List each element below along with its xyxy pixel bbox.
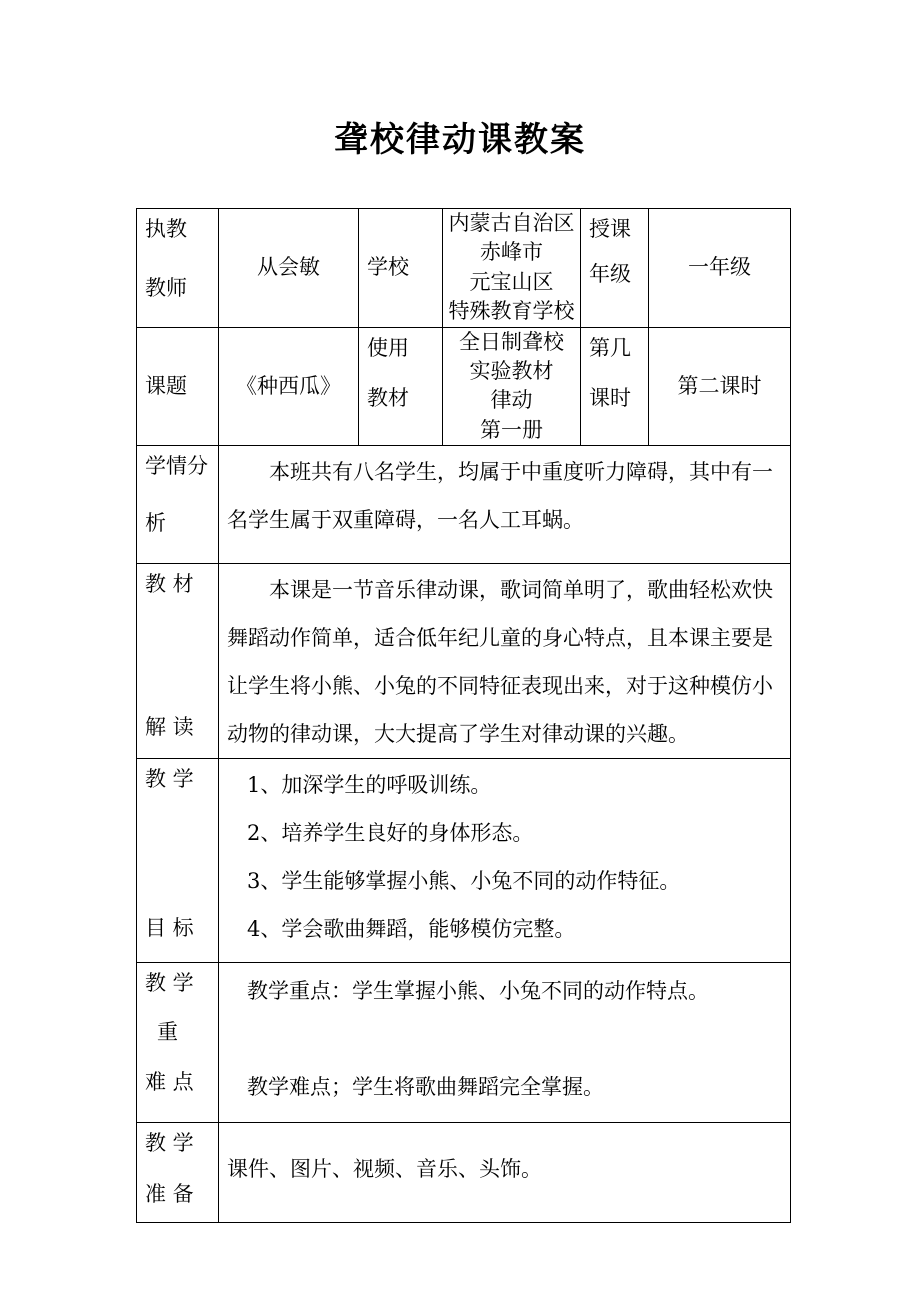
row-key-points xyxy=(137,963,791,1123)
topic-value-cell xyxy=(219,327,359,446)
teacher-label-line-1: 执教 xyxy=(145,217,187,241)
reading-label-line-1: 教 材 xyxy=(145,572,194,597)
key-point-difficulty: 教学难点；学生将歌曲舞蹈完全掌握。 xyxy=(247,1075,604,1100)
analysis-label-line-2: 析 xyxy=(145,510,166,535)
goal-item-2: 2、培养学生良好的身体形态。 xyxy=(247,821,534,846)
lesson-label-line-2: 课时 xyxy=(589,386,631,411)
goals-label-cell xyxy=(137,759,219,963)
school-line-4: 特殊教育学校 xyxy=(448,299,575,324)
goal-item-4: 4、学会歌曲舞蹈，能够模仿完整。 xyxy=(247,917,576,942)
material-line-1: 全日制聋校 xyxy=(459,329,564,354)
school-label: 学校 xyxy=(367,255,409,280)
school-label-cell xyxy=(359,209,443,328)
goals-label-line-1: 教 学 xyxy=(145,767,194,792)
material-label-line-1: 使用 xyxy=(367,335,409,360)
row-preparation xyxy=(137,1123,791,1223)
teacher-name: 从会敏 xyxy=(257,255,320,280)
lesson-plan-table xyxy=(136,208,791,1223)
preparation-text: 课件、图片、视频、音乐、头饰。 xyxy=(227,1156,542,1181)
school-value-cell xyxy=(443,209,581,328)
topic-label: 课题 xyxy=(145,373,187,398)
material-label-cell xyxy=(359,327,443,446)
teacher-label-line-2: 教师 xyxy=(145,275,187,300)
material-line-4: 第一册 xyxy=(480,417,543,442)
grade-label-line-2: 年级 xyxy=(589,261,631,286)
row-teacher xyxy=(137,209,791,328)
goals-list-cell xyxy=(219,759,791,963)
row-topic xyxy=(137,327,791,446)
material-line-3: 律动 xyxy=(490,388,533,413)
preparation-label-cell xyxy=(137,1123,219,1223)
topic-value: 《种西瓜》 xyxy=(236,373,341,398)
key-points-label-line-2: 重 xyxy=(157,1020,178,1045)
teacher-label-cell xyxy=(137,209,219,328)
grade-label-line-1: 授课 xyxy=(589,217,631,241)
key-points-text-cell xyxy=(219,963,791,1123)
preparation-label-line-2: 准 备 xyxy=(145,1181,194,1206)
key-points-label-line-3: 难 点 xyxy=(145,1069,194,1094)
analysis-label-line-1: 学情分 xyxy=(145,454,208,479)
material-line-2: 实验教材 xyxy=(469,358,554,383)
lesson-value: 第二课时 xyxy=(677,373,762,398)
goal-item-1: 1、加深学生的呼吸训练。 xyxy=(247,773,492,798)
row-analysis xyxy=(137,446,791,564)
material-value-cell xyxy=(443,327,581,446)
preparation-label-line-1: 教 学 xyxy=(145,1131,194,1156)
key-point-focus: 教学重点：学生掌握小熊、小兔不同的动作特点。 xyxy=(247,979,709,1004)
preparation-text-cell xyxy=(219,1123,791,1223)
row-goals xyxy=(137,759,791,963)
school-line-2: 赤峰市 xyxy=(480,240,543,265)
analysis-text-cell xyxy=(219,446,791,564)
grade-label-cell xyxy=(581,209,649,328)
goals-label-line-2: 目 标 xyxy=(145,915,194,940)
row-reading xyxy=(137,564,791,759)
grade-value-cell xyxy=(649,209,791,328)
key-points-label-line-1: 教 学 xyxy=(145,971,194,996)
grade-value: 一年级 xyxy=(688,255,751,280)
school-line-3: 元宝山区 xyxy=(469,269,554,294)
analysis-text: 本班共有八名学生，均属于中重度听力障碍，其中有一名学生属于双重障碍，一名人工耳蜗。 xyxy=(227,460,773,533)
lesson-value-cell xyxy=(649,327,791,446)
analysis-label-cell xyxy=(137,446,219,564)
lesson-label-cell xyxy=(581,327,649,446)
school-line-1: 内蒙古自治区 xyxy=(448,211,575,235)
material-label-line-2: 教材 xyxy=(367,386,409,411)
goal-item-3: 3、学生能够掌握小熊、小兔不同的动作特征。 xyxy=(247,869,681,894)
teacher-name-cell xyxy=(219,209,359,328)
reading-label-cell xyxy=(137,564,219,759)
key-points-label-cell xyxy=(137,963,219,1123)
reading-text: 本课是一节音乐律动课，歌词简单明了，歌曲轻松欢快舞蹈动作简单，适合低年纪儿童的身心特点，且本课主要是让学生将小熊、小兔的不同特征表现出来，对于这种模仿小动物的律动课，大大提高了学生对律动课的兴趣。 xyxy=(227,578,773,747)
reading-text-cell xyxy=(219,564,791,759)
document-title: 聋校律动课教案 xyxy=(334,120,586,160)
topic-label-cell xyxy=(137,327,219,446)
lesson-label-line-1: 第几 xyxy=(589,335,631,360)
reading-label-line-2: 解 读 xyxy=(145,714,194,739)
